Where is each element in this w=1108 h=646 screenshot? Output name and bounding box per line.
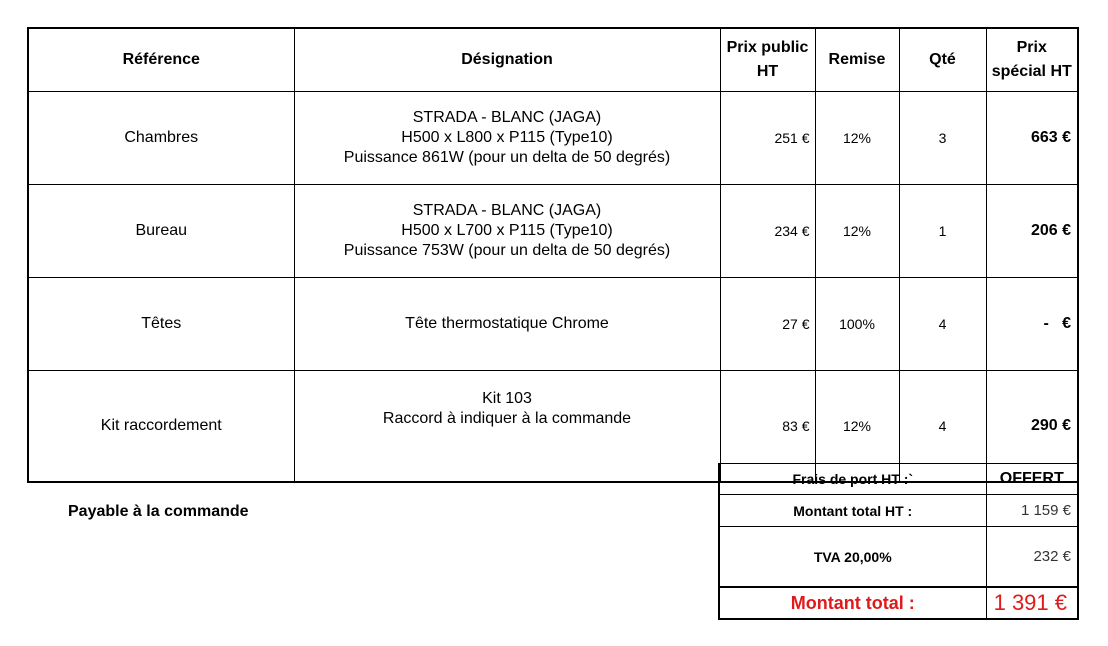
grand-total-label: Montant total : (719, 587, 986, 619)
shipping-value: OFFERT (986, 464, 1078, 495)
header-reference: Référence (28, 28, 294, 92)
header-prix-special (986, 28, 1078, 92)
totals-row-ht (719, 495, 1078, 527)
cell-prix-special: 663 € (986, 92, 1078, 185)
cell-qte: 3 (899, 92, 986, 185)
cell-designation (294, 278, 720, 371)
designation-line: Raccord à indiquer à la commande (382, 410, 632, 427)
designation-line: H500 x L700 x P115 (Type10) (401, 222, 613, 239)
cell-qte: 1 (899, 185, 986, 278)
grand-total-value: 1 391 € (986, 587, 1078, 619)
cell-prix-special: 290 € (986, 371, 1078, 483)
cell-reference: Kit raccordement (28, 371, 294, 483)
cell-prix-public: 234 € (720, 185, 815, 278)
cell-reference: Têtes (28, 278, 294, 371)
header-prix-special-line2: spécial HT (991, 63, 1072, 80)
header-prix-special-line1: Prix (1016, 39, 1047, 56)
cell-designation (294, 92, 720, 185)
cell-qte: 4 (899, 371, 986, 483)
cell-reference: Chambres (28, 92, 294, 185)
cell-prix-public: 27 € (720, 278, 815, 371)
designation-line: H500 x L800 x P115 (Type10) (401, 129, 613, 146)
cell-prix-public: 251 € (720, 92, 815, 185)
cell-remise: 12% (815, 185, 899, 278)
payment-terms: Payable à la commande (68, 503, 249, 520)
header-qte: Qté (899, 28, 986, 92)
cell-qte: 4 (899, 278, 986, 371)
cell-remise: 12% (815, 371, 899, 483)
totals-row-grand (719, 587, 1078, 619)
quote-table (27, 27, 1079, 483)
designation-line: STRADA - BLANC (JAGA) (412, 109, 602, 126)
designation-line: STRADA - BLANC (JAGA) (412, 202, 602, 219)
header-remise: Remise (815, 28, 899, 92)
designation-line: Puissance 861W (pour un delta de 50 degrés) (343, 149, 671, 166)
totals-row-tva (719, 527, 1078, 588)
cell-prix-public: 83 € (720, 371, 815, 483)
table-row (28, 185, 1078, 278)
total-ht-label: Montant total HT : (719, 495, 986, 527)
tva-label: TVA 20,00% (719, 527, 986, 588)
cell-prix-special: - € (986, 278, 1078, 371)
cell-prix-special: 206 € (986, 185, 1078, 278)
header-prix-public-line2: HT (756, 63, 779, 80)
totals-table (718, 463, 1079, 620)
tva-value: 232 € (986, 527, 1078, 588)
table-header-row (28, 28, 1078, 92)
cell-designation (294, 371, 720, 483)
table-row (28, 278, 1078, 371)
total-ht-value: 1 159 € (986, 495, 1078, 527)
shipping-label: Frais de port HT :` (719, 464, 986, 495)
cell-designation (294, 185, 720, 278)
designation-line: Puissance 753W (pour un delta de 50 degrés) (343, 242, 671, 259)
designation-line: Tête thermostatique Chrome (405, 315, 609, 332)
header-designation: Désignation (294, 28, 720, 92)
cell-remise: 12% (815, 92, 899, 185)
designation-line: Kit 103 (482, 390, 532, 407)
table-row (28, 92, 1078, 185)
totals-row-shipping (719, 464, 1078, 495)
cell-reference: Bureau (28, 185, 294, 278)
header-prix-public (720, 28, 815, 92)
header-prix-public-line1: Prix public (726, 39, 809, 56)
cell-remise: 100% (815, 278, 899, 371)
